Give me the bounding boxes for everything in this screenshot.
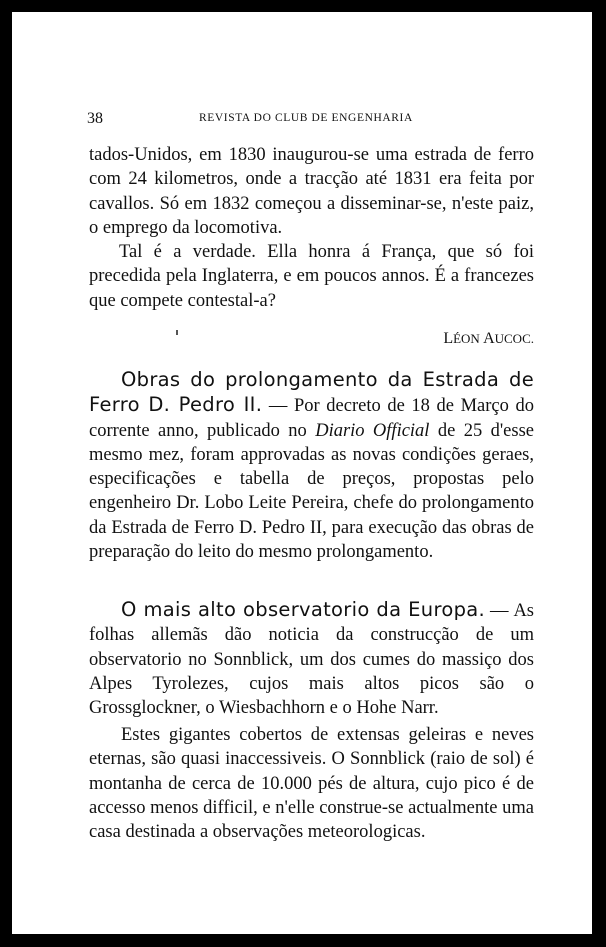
article-2-paragraph-2: Estes gigantes cobertos de extensas geleiras e neves eternas, são quasi inaccessiveis. O Sonnblick (raio de sol) é montanha de cerca de 10.000 pés de altura, cujo pico é de accesso menos difficil, e n'elle construe-se actualmente uma casa destinada a observações meteorologicas. (89, 725, 534, 843)
article-1-dash: — (262, 396, 294, 417)
book-page (12, 12, 592, 934)
article-1-body-start: Por decreto de 18 de Março do corrente anno, publicado no (89, 396, 535, 441)
article-obras-prolongamento (89, 368, 534, 564)
page-number: 38 (87, 110, 103, 127)
continued-paragraph-2: Tal é a verdade. Ella honra á França, que só foi precedida pela Inglaterra, e em poucos annos. É a francezes que compete contestal-a? (89, 242, 534, 311)
signature-first-name: ÉON (453, 331, 484, 346)
article-1-italic-title: Diario Official (315, 420, 430, 441)
continued-paragraph-1: tados-Unidos, em 1830 inaugurou-se uma estrada de ferro com 24 kilometros, onde a tracção até 1831 era feita por cavallos. Só em 1832 começou a disseminar-se, n'este paiz, o emprego da locomotiva. (89, 145, 534, 238)
journal-title: REVISTA DO CLUB DE ENGENHARIA (199, 112, 413, 124)
article-1-paragraph (89, 368, 534, 564)
article-observatorio (89, 598, 534, 720)
signature-initial: L (443, 330, 454, 347)
signature-last-name: UCOC. (494, 331, 534, 346)
running-head (87, 110, 532, 130)
article-observatorio-continued (89, 723, 534, 844)
author-signature (89, 330, 534, 348)
article-1-body-end: de 25 d'esse mesmo mez, foram approvadas as novas condições geraes, especificações e tabella de preços, propostas pelo engenheiro Dr. Lobo Leite Pereira, chefe do prolongamento da Estrada de Ferro D. Pedro II, para execução das obras de preparação do leito do mesmo prolongamento. (89, 420, 534, 563)
article-2-paragraph-1 (89, 598, 534, 720)
continued-article (89, 143, 534, 313)
article-1-heading: Obras do prolongamento da Estrada de Ferro D. Pedro II. (89, 368, 534, 417)
article-2-body: As folhas allemãs dão noticia da construcção de um observatorio no Sonnblick, um dos cumes do massiço dos Alpes Tyrolezes, cujos mais altos picos são o Grossglockner, o Wiesbachhorn e o Hohe Narr. (89, 601, 534, 719)
article-2-heading: O mais alto observatorio da Europa. (121, 598, 485, 621)
signature-initial-2: A (483, 330, 495, 347)
article-2-dash: — (485, 601, 514, 621)
